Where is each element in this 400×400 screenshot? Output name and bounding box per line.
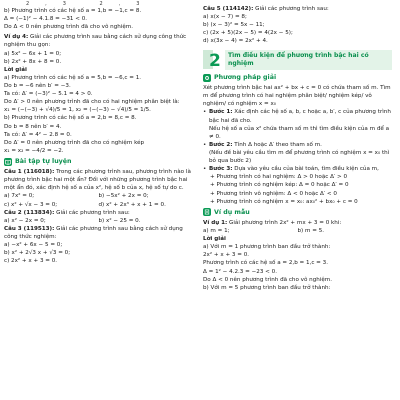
question-2-label: Câu 2 (113834): bbox=[4, 209, 55, 216]
question-3-label: Câu 3 (119513): bbox=[4, 225, 55, 232]
example-header-label: Ví dụ mẫu bbox=[214, 208, 250, 216]
step-2-text: Tính Δ hoặc Δ′ theo tham số m. bbox=[232, 141, 322, 148]
step-3 bbox=[203, 165, 392, 173]
solution-a-conclusion: Do Δ < 0 nên phương trình đã cho vô nghiệm. bbox=[203, 276, 333, 283]
method-header bbox=[203, 73, 392, 82]
section-2-header bbox=[203, 50, 392, 70]
b-conclusion: Do Δ < 0 nên phương trình đã cho vô nghiệm. bbox=[4, 24, 134, 31]
question-3-b: b) x² + 2√3 x + √3 = 0; bbox=[4, 250, 71, 257]
question-1-b: b) −5x² + 2x = 0; bbox=[98, 193, 149, 200]
question-3-a: a) −x² + 6x − 5 = 0; bbox=[4, 242, 63, 249]
question-1-text: Trong các phương trình sau, phương trình nào là phương trình bậc hai một ẩn? Đối với những phương trình bậc hai một ẩn đó, xác định hệ số a của x², hệ số b của x, hệ số tự do c. bbox=[4, 169, 191, 192]
section-title: Tìm điều kiện để phương trình bậc hai có nghiệm bbox=[225, 50, 392, 70]
question-1-cd bbox=[4, 201, 193, 209]
question-1-ab bbox=[4, 192, 193, 200]
solution-a-delta: Δ = 1² − 4.2.3 = −23 < 0. bbox=[203, 268, 277, 275]
question-2 bbox=[4, 209, 193, 217]
example-4 bbox=[4, 33, 193, 49]
step-2 bbox=[203, 141, 392, 149]
practice-header bbox=[4, 157, 193, 166]
question-2-b: b) x² − 25 = 0. bbox=[98, 217, 141, 224]
condition-double-root: + Phương trình có nghiệm kép: Δ = 0 hoặc Δ′ = 0 bbox=[210, 182, 349, 189]
book-icon bbox=[4, 158, 12, 166]
example-1-a: a) m = 1; bbox=[203, 227, 230, 234]
example-1-b: b) m = 5. bbox=[297, 227, 325, 234]
step-1 bbox=[203, 108, 392, 124]
question-5-d: d) x(3x − 4) = 2x² + 4. bbox=[203, 38, 268, 45]
b2-double-root: x₁ = x₂ = −4/2 = −2. bbox=[4, 147, 64, 154]
a-coefficients: a) Phương trình có các hệ số a = 5,b = −6,c = 1. bbox=[4, 74, 142, 81]
step-3-text: Dựa vào yêu cầu của bài toán, tìm điều kiện của m, bbox=[232, 166, 379, 173]
question-1-a: a) 7x² = 0; bbox=[4, 193, 35, 200]
step-1-text: Xác định các hệ số a, b, c hoặc a, b′, c của phương trình bậc hai đã cho. bbox=[209, 109, 391, 124]
question-1-d: d) x² + 2x³ + x + 1 = 0. bbox=[98, 201, 166, 208]
example-4-a: a) 5x² − 6x + 1 = 0; bbox=[4, 50, 62, 57]
solution-a-equation: 2x² + x + 3 = 0. bbox=[203, 252, 250, 259]
a-b-prime: Do b = −6 nên b′ = −3. bbox=[4, 82, 71, 89]
question-1-c: c) x² + √x − 3 = 0; bbox=[4, 201, 58, 208]
a-roots: x₁ = (−(−3) + √4)/5 = 1, x₂ = (−(−3) − √4)/5 = 1/5. bbox=[4, 107, 151, 114]
question-5-b: b) (x − 3)² = 5x − 11; bbox=[203, 22, 265, 29]
section-number-badge bbox=[203, 50, 225, 70]
b2-delta-prime: Ta có: Δ′ = 4² − 2.8 = 0. bbox=[4, 131, 72, 138]
condition-root-x0: + Phương trình có nghiệm x = x₀: ax₀² + bx₀ + c = 0 bbox=[210, 198, 358, 205]
example-1-text: Giải phương trình 2x² + mx + 3 = 0 khi: bbox=[227, 219, 342, 226]
example-1-options bbox=[203, 227, 392, 235]
step-1-label: Bước 1: bbox=[209, 109, 233, 116]
b-intro: b) Phương trình có các hệ số a = 1,b = −1,c = 8. bbox=[4, 8, 142, 14]
question-5 bbox=[203, 5, 392, 13]
b2-conclusion: Do Δ′ = 0 nên phương trình đã cho có nghiệm kép bbox=[4, 139, 145, 146]
method-intro: Xét phương trình bậc hai ax² + bx + c = 0 có chứa tham số m. Tìm m để phương trình có hai nghiệm phân biệt/ nghiệm kép/ vô nghiệm/ có nghiệm x = x₀ bbox=[203, 85, 391, 108]
question-2-a: a) x² − 2x = 0; bbox=[4, 217, 46, 224]
condition-no-root: + Phương trình vô nghiệm: Δ < 0 hoặc Δ′ < 0 bbox=[210, 190, 337, 197]
a-two-roots: Do Δ′ > 0 nên phương trình đã cho có hai nghiệm phân biệt là: bbox=[4, 99, 180, 106]
solution-b-intro: b) Với m = 5 phương trình ban đầu trở thành: bbox=[203, 284, 331, 291]
a-delta-prime: Ta có: Δ′ = (−3)² − 5.1 = 4 > 0. bbox=[4, 91, 93, 98]
example-1 bbox=[203, 219, 392, 227]
question-2-text: Giải các phương trình sau: bbox=[54, 209, 130, 216]
solution-a-intro: a) Với m = 1 phương trình ban đầu trở thành: bbox=[203, 244, 331, 251]
b-delta: Δ = (−1)² − 4.1.8 = −31 < 0. bbox=[4, 16, 88, 23]
b2-b-prime: Do b = 8 nên b′ = 4. bbox=[4, 123, 62, 130]
right-column bbox=[203, 1, 392, 400]
step-2-label: Bước 2: bbox=[209, 141, 233, 148]
question-2-ab bbox=[4, 217, 193, 225]
question-5-text: Giải các phương trình sau: bbox=[253, 6, 329, 12]
solution-heading: Lời giải bbox=[4, 66, 27, 73]
practice-header-label: Bài tập tự luyện bbox=[15, 157, 72, 165]
example-4-label: Ví dụ 4: bbox=[4, 34, 29, 41]
question-5-label: Câu 5 (114142): bbox=[203, 6, 254, 12]
section-number: 2 bbox=[209, 50, 221, 71]
example-1-label: Ví dụ 1: bbox=[203, 219, 228, 226]
question-5-a: a) x(x − 7) = 8; bbox=[203, 14, 247, 21]
gear-icon bbox=[203, 74, 211, 82]
question-1-label: Câu 1 (116018): bbox=[4, 169, 55, 176]
example-4-text: Giải các phương trình sau bằng cách sử dụng công thức nghiệm thu gọn: bbox=[4, 34, 187, 49]
example-4-b: b) 2x² + 8x + 8 = 0. bbox=[4, 58, 62, 65]
step-1-note: Nếu hệ số a của x² chứa tham số m thì tìm điều kiện của m để a ≠ 0. bbox=[209, 125, 390, 140]
question-1 bbox=[4, 168, 193, 192]
question-3-text: Giải các phương trình sau bằng cách sử dụng công thức nghiệm: bbox=[4, 225, 183, 240]
condition-two-roots: + Phương trình có hai nghiệm: Δ > 0 hoặc Δ′ > 0 bbox=[210, 174, 348, 181]
method-header-label: Phương pháp giải bbox=[214, 73, 277, 81]
solution-heading-2: Lời giải bbox=[203, 236, 226, 243]
checklist-icon bbox=[203, 208, 211, 216]
question-5-c: c) (2x + 5)(2x − 5) = 4(2x − 5); bbox=[203, 30, 293, 37]
solution-a-coefficients: Phương trình có các hệ số a = 2,b = 1,c = 3. bbox=[203, 260, 328, 267]
step-2-note: (Nếu đề bài yêu cầu tìm m để phương trình có nghiệm x = x₀ thì bỏ qua bước 2) bbox=[209, 149, 390, 165]
fraction-fragment: 2,3 2,3 bbox=[26, 1, 156, 7]
question-3-c: c) 2x² + x + 3 = 0. bbox=[4, 258, 58, 265]
example-header bbox=[203, 208, 392, 217]
step-3-label: Bước 3: bbox=[209, 166, 233, 173]
b2-coefficients: b) Phương trình có các hệ số a = 2,b = 8,c = 8. bbox=[4, 115, 137, 122]
question-3 bbox=[4, 225, 193, 241]
left-column bbox=[4, 1, 195, 400]
